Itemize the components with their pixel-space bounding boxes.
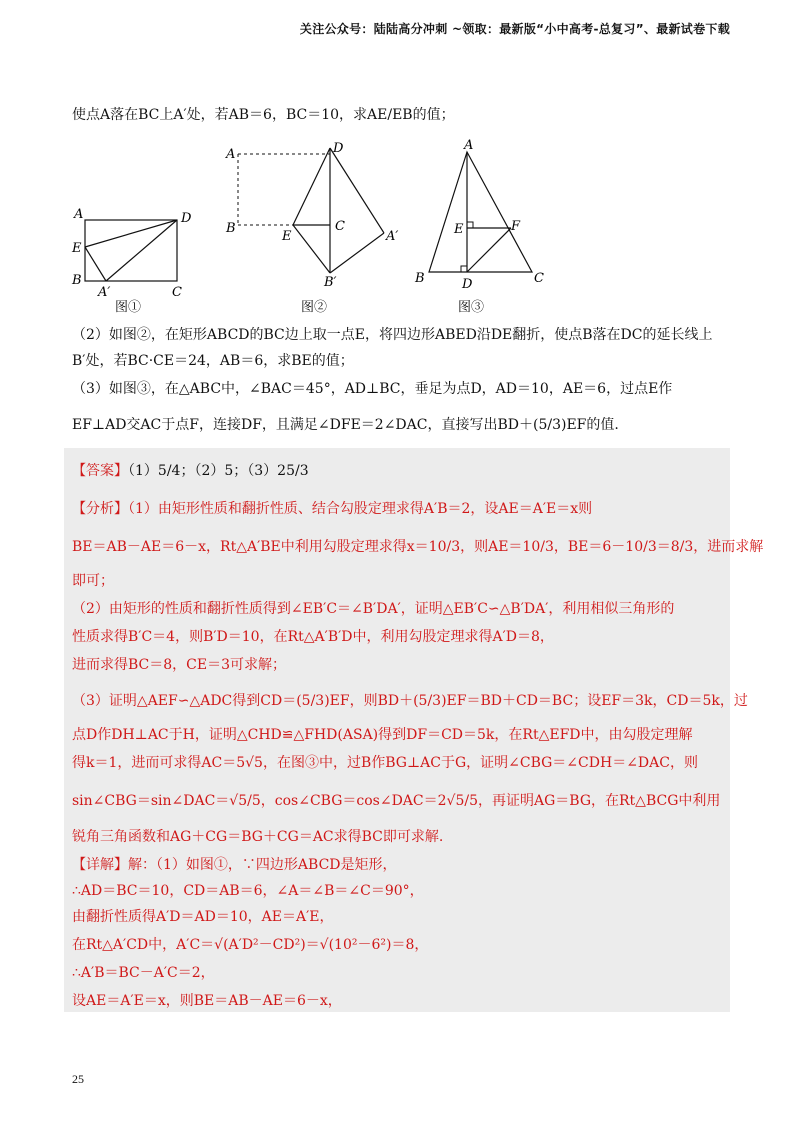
answer-line xyxy=(72,460,309,482)
detail-label: 【详解】 xyxy=(72,857,128,873)
problem-part3-line1: （3）如图③，在△ABC中，∠BAC＝45°，AD⊥BC，垂足为点D，AD＝10，AE＝6，过点E作 xyxy=(72,381,673,397)
answer-text: （1）5/4；（2）5；（3）25/3 xyxy=(128,463,309,479)
answer-label: 【答案】 xyxy=(72,463,128,479)
detail-line-6: 设AE＝A′E＝x，则BE＝AB－AE＝6－x， xyxy=(72,993,342,1009)
fig3-label-e: E xyxy=(454,222,464,237)
fig1-label-b: B xyxy=(72,273,82,288)
fig3-caption: 图③ xyxy=(458,300,485,315)
problem-intro: 使点A落在BC上A′处，若AB＝6，BC＝10，求AE/EB的值； xyxy=(72,107,455,123)
analysis-line-5: 性质求得B′C＝4，则B′D＝10，在Rt△A′B′D中，利用勾股定理求得A′D＝8， xyxy=(72,629,554,645)
detail-line-2: ∴AD＝BC＝10，CD＝AB＝6，∠A＝∠B＝∠C＝90°， xyxy=(72,883,424,899)
fig2-label-a1: A′ xyxy=(386,229,399,244)
problem-part2-line2: B′处，若BC·CE＝24，AB＝6，求BE的值； xyxy=(72,353,354,369)
analysis-label: 【分析】 xyxy=(72,501,128,517)
analysis-line-8: 点D作DH⊥AC于H，证明△CHD≌△FHD(ASA)得到DF＝CD＝5k，在Rt△EFD中，由勾股定理解 xyxy=(72,727,693,743)
analysis-line-6: 进而求得BC＝8，CE＝3可求解； xyxy=(72,657,287,673)
problem-part3-line2: EF⊥AD交AC于点F，连接DF，且满足∠DFE＝2∠DAC，直接写出BD＋(5/3)EF的值. xyxy=(72,417,619,433)
page-number: 25 xyxy=(72,1072,84,1086)
figure-1 xyxy=(68,200,198,300)
fig3-label-a: A xyxy=(464,138,474,153)
fig3-label-d: D xyxy=(462,277,473,292)
analysis-line-2: BE＝AB－AE＝6－x，Rt△A′BE中利用勾股定理求得x＝10/3，则AE＝10/3，BE＝6－10/3＝8/3，进而求解 xyxy=(72,539,764,555)
fig2-caption: 图② xyxy=(301,300,328,315)
detail-line-5: ∴A′B＝BC－A′C＝2， xyxy=(72,965,215,981)
analysis-line-9: 得k＝1，进而可求得AC＝5√5，在图③中，过B作BG⊥AC于G，证明∠CBG＝∠CDH＝∠DAC，则 xyxy=(72,755,698,771)
fig3-label-b: B xyxy=(415,271,425,286)
fig3-label-f: F xyxy=(511,219,521,234)
analysis-line-10: sin∠CBG＝sin∠DAC＝√5/5，cos∠CBG＝cos∠DAC＝2√5/5，再证明AG＝BG，在Rt△BCG中利用 xyxy=(72,793,721,809)
fig3-label-c: C xyxy=(534,271,544,286)
fig1-label-d: D xyxy=(181,211,192,226)
fig1-caption: 图① xyxy=(115,300,142,315)
figure-2 xyxy=(222,138,402,288)
fig1-label-e: E xyxy=(72,241,82,256)
analysis-line-3: 即可； xyxy=(72,573,114,589)
fig2-label-d: D xyxy=(333,141,344,156)
fig2-label-e: E xyxy=(282,229,292,244)
figure-3 xyxy=(410,138,560,293)
fig1-label-a: A xyxy=(74,207,84,222)
analysis-line-4: （2）由矩形的性质和翻折性质得到∠EB′C＝∠B′DA′，证明△EB′C∽△B′DA′，利用相似三角形的 xyxy=(72,601,675,617)
page-header: 关注公众号：陆陆高分冲刺 ~领取：最新版“小中高考-总复习”、最新试卷下载 xyxy=(299,22,730,36)
fig2-label-b: B xyxy=(226,221,236,236)
fig1-label-c: C xyxy=(172,285,182,300)
fig1-label-a1: A′ xyxy=(98,285,111,300)
fig2-label-b1: B′ xyxy=(324,275,337,288)
problem-part2-line1: （2）如图②，在矩形ABCD的BC边上取一点E，将四边形ABED沿DE翻折，使点B落在DC的延长线上 xyxy=(72,327,713,343)
analysis-line-7: （3）证明△AEF∽△ADC得到CD＝(5/3)EF，则BD＋(5/3)EF＝BD＋CD＝BC；设EF＝3k，CD＝5k，过 xyxy=(72,693,748,709)
detail-line-4: 在Rt△A′CD中，A′C＝√(A′D²－CD²)＝√(10²－6²)＝8， xyxy=(72,937,429,953)
detail-line-3: 由翻折性质得A′D＝AD＝10，AE＝A′E， xyxy=(72,909,334,925)
analysis-line-11: 锐角三角函数和AG＋CG＝BG＋CG＝AC求得BC即可求解. xyxy=(72,829,444,845)
fig2-label-c: C xyxy=(335,219,345,234)
analysis-line-1: 【分析】（1）由矩形性质和翻折性质、结合勾股定理求得A′B＝2，设AE＝A′E＝x则 xyxy=(72,501,593,517)
detail-line-1: 【详解】解：（1）如图①，∵四边形ABCD是矩形， xyxy=(72,857,397,873)
fig2-label-a: A xyxy=(226,147,236,162)
